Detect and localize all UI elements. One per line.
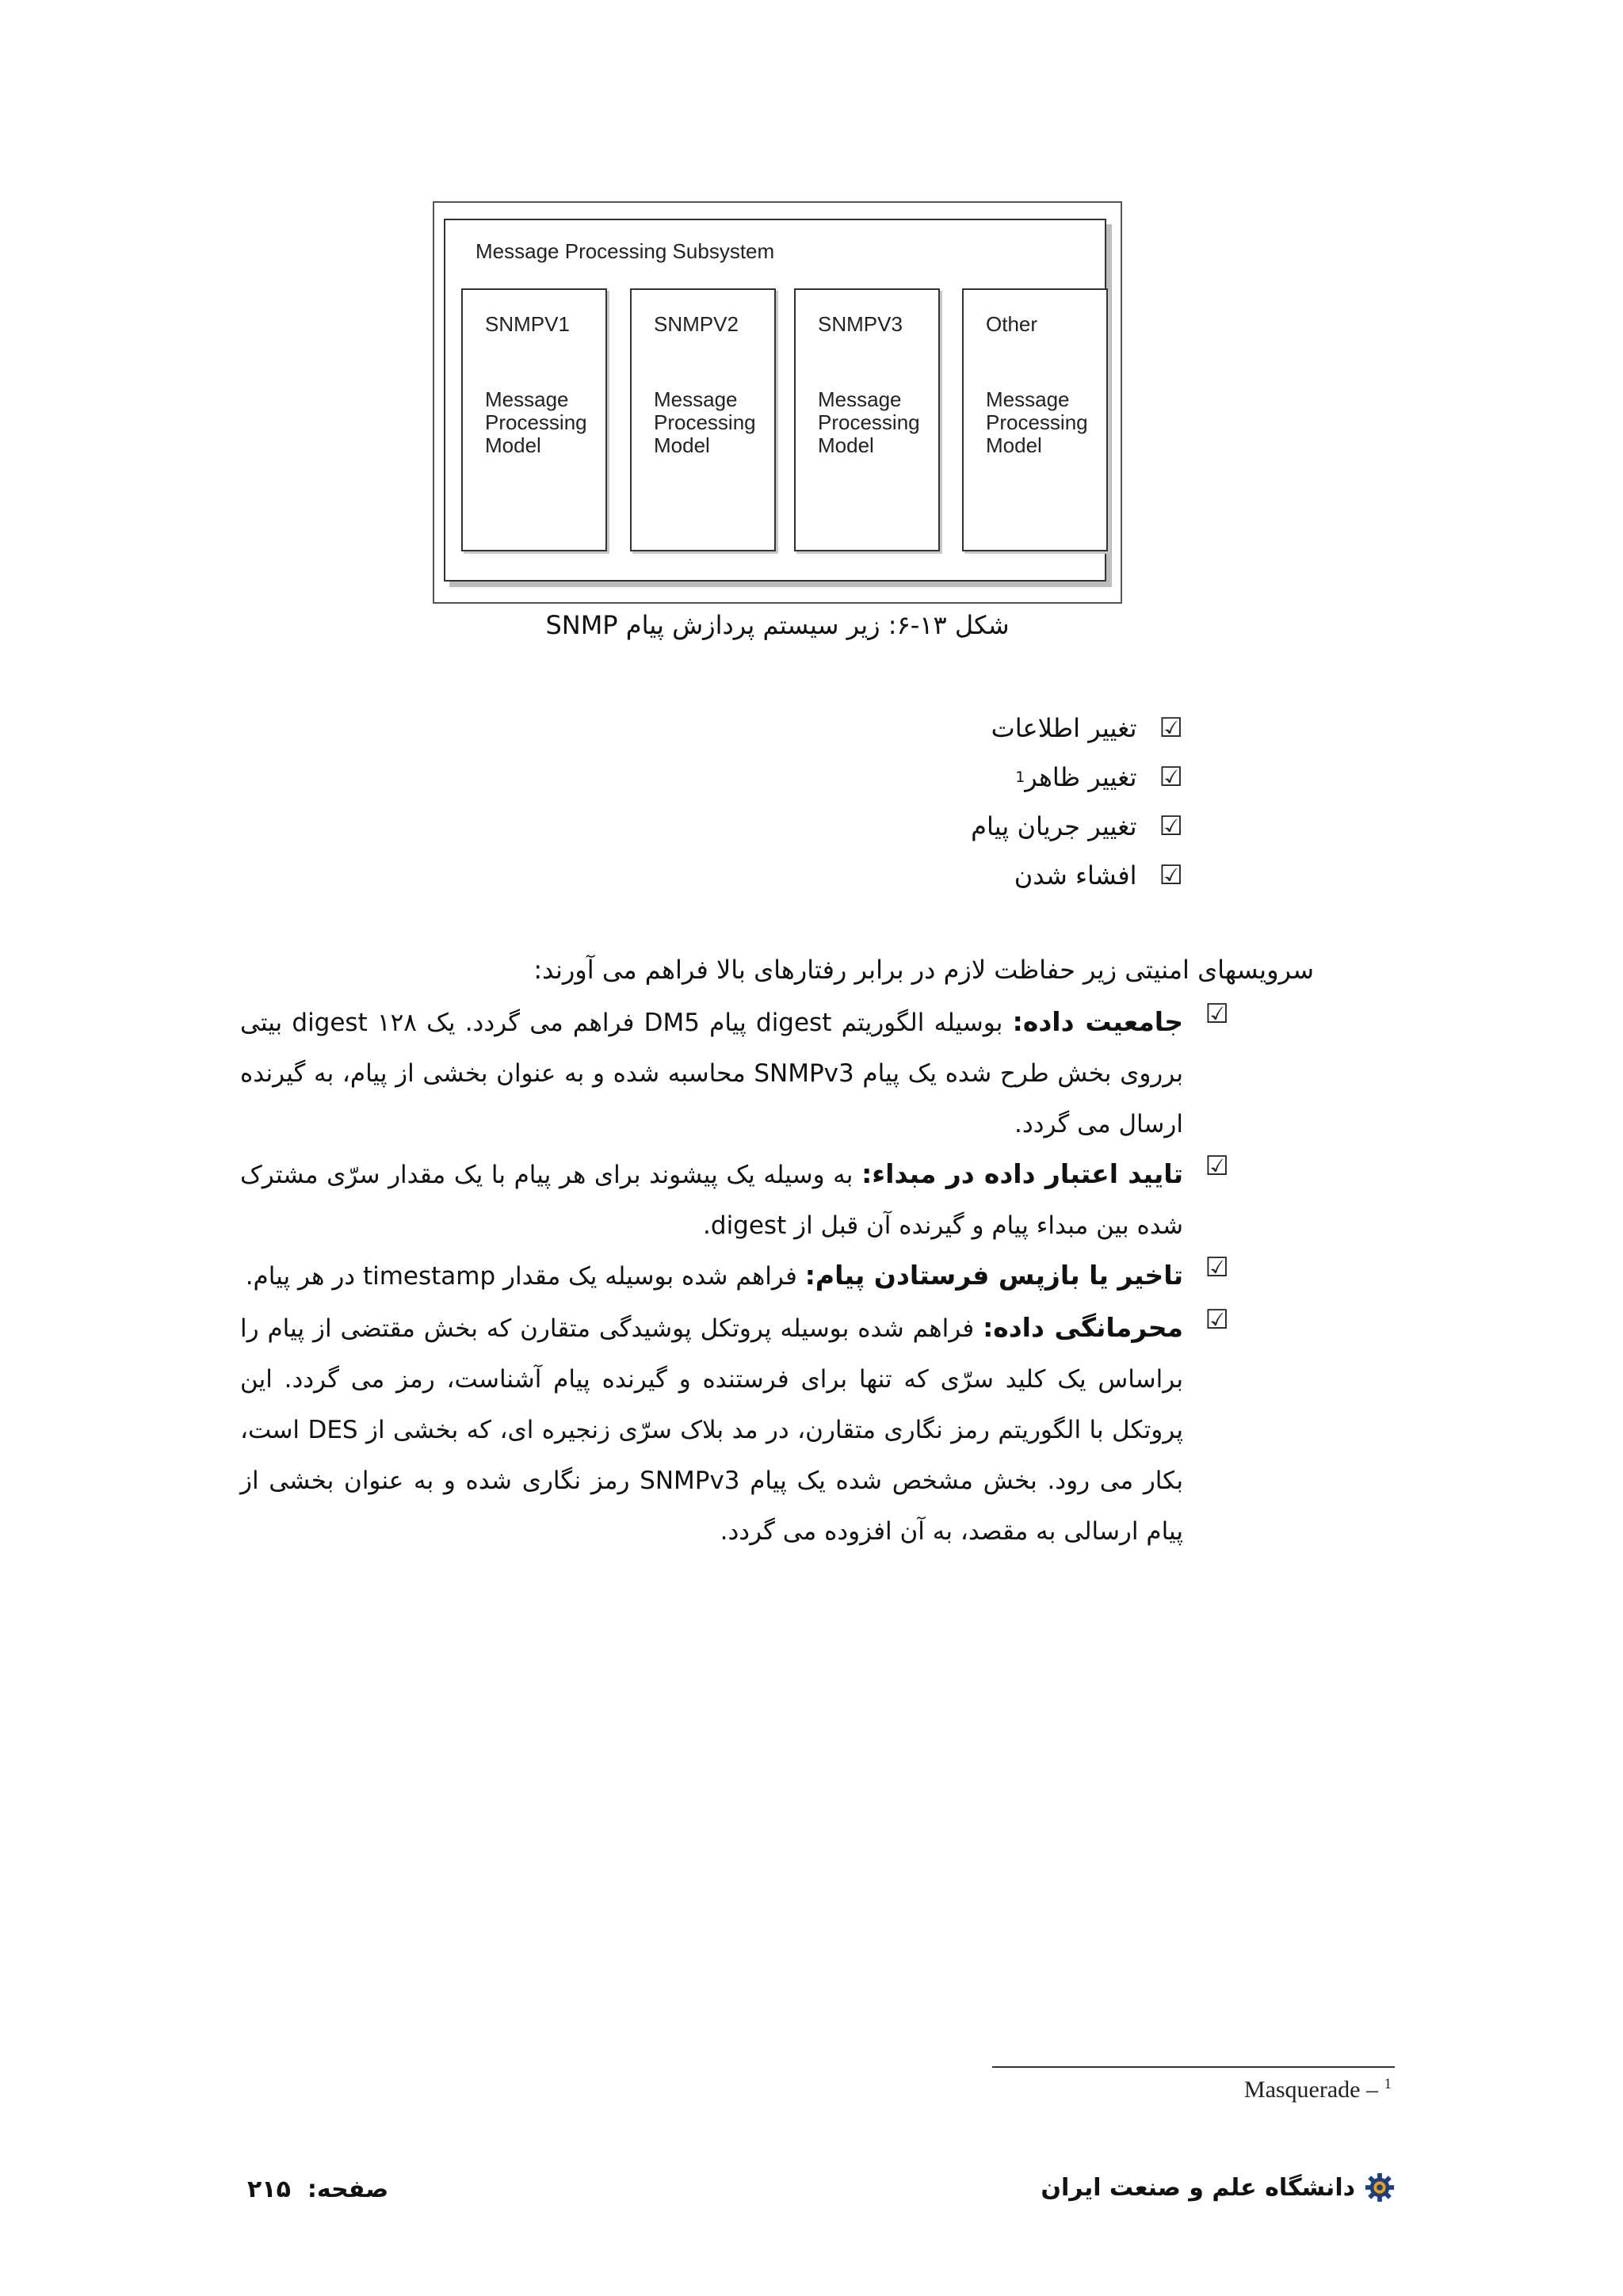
checkbox-icon: ☑ <box>1159 712 1183 744</box>
footer-university <box>1041 2172 1395 2203</box>
page-label: صفحه: <box>307 2176 389 2203</box>
model-name: SNMPV2 <box>654 312 739 336</box>
service-description: فراهم شده بوسیله پروتکل پوشیدگی متقارن که بخش مقتضی از پیام را براساس یک کلید سرّی که تنها برای فرستنده و گیرنده پیام آشناست، رمز می گردد. این پروتکل با الگوریتم رمز نگاری متقارن، در مد بلاک سرّی زنجیره ای، که بخشی از DES است، بکار می رود. بخش مشخص شده یک پیام SNMPv3 رمز نگاری شده و به عنوان بخشی از پیام ارسالی به مقصد، به آن افزوده می گردد. <box>240 1314 1183 1546</box>
model-description: Message Processing Model <box>654 387 756 457</box>
footnote-separator <box>992 2066 1395 2068</box>
services-intro: سرویسهای امنیتی زیر حفاظت لازم در برابر رفتارهای بالا فراهم می آورند: <box>533 955 1314 985</box>
model-name: SNMPV1 <box>485 312 570 336</box>
service-term: تایید اعتبار داده در مبداء: <box>861 1158 1183 1189</box>
service-item-data-integrity <box>240 997 1229 1150</box>
model-description: Message Processing Model <box>986 387 1088 457</box>
service-item-replay-protection <box>240 1250 1229 1302</box>
service-description: فراهم شده بوسیله یک مقدار timestamp در هر پیام. <box>245 1262 805 1291</box>
university-emblem-icon <box>1365 2172 1395 2203</box>
model-box-snmpv1 <box>461 288 607 551</box>
subsystem-title: Message Processing Subsystem <box>475 239 775 263</box>
threat-list <box>971 704 1183 900</box>
checkbox-icon: ☑ <box>1159 810 1183 842</box>
footnote-number: 1 <box>1384 2076 1392 2092</box>
footnote <box>1244 2076 1392 2103</box>
checkbox-icon: ☑ <box>1205 1304 1229 1336</box>
threat-text: افشاء شدن <box>1014 860 1137 891</box>
service-item-data-confidentiality <box>240 1302 1229 1557</box>
model-name: Other <box>986 312 1038 336</box>
page-number-value: ۲۱۵ <box>247 2176 291 2203</box>
threat-text: تغییر اطلاعات <box>991 713 1137 743</box>
threat-text: تغییر ظاهر <box>1025 762 1137 792</box>
service-term: محرمانگی داده: <box>983 1312 1184 1343</box>
model-name: SNMPV3 <box>818 312 903 336</box>
model-description: Message Processing Model <box>485 387 587 457</box>
model-box-snmpv2 <box>630 288 776 551</box>
list-item <box>971 704 1183 753</box>
service-description: بوسیله الگوریتم digest پیام DM5 فراهم می گردد. یک digest ۱۲۸ بیتی برروی بخش طرح شده یک پیام SNMPv3 محاسبه شده و به عنوان بخشی از پیام، به گیرنده ارسال می گردد. <box>240 1009 1184 1138</box>
university-name: دانشگاه علم و صنعت ایران <box>1041 2173 1355 2202</box>
checkbox-icon: ☑ <box>1205 1252 1229 1283</box>
message-processing-subsystem-diagram <box>444 219 1106 582</box>
service-term: تاخیر یا بازپس فرستادن پیام: <box>804 1260 1183 1291</box>
service-item-origin-authentication <box>240 1149 1229 1251</box>
checkbox-icon: ☑ <box>1159 860 1183 891</box>
footnote-text: Masquerade – <box>1243 2077 1378 2103</box>
model-box-snmpv3 <box>794 288 940 551</box>
list-item: ☑ تغییر ظاهر 1 <box>1015 761 1183 793</box>
threat-text: تغییر جریان پیام <box>971 811 1137 841</box>
list-item <box>971 851 1183 900</box>
list-item <box>971 802 1183 851</box>
model-box-other <box>962 288 1108 551</box>
service-description: به وسیله یک پیشوند برای هر پیام با یک مقدار سرّی مشترک شده بین مبداء پیام و گیرنده آن قبل از digest. <box>240 1161 1183 1240</box>
page-number <box>247 2176 388 2203</box>
checkbox-icon: ☑ <box>1205 1150 1229 1182</box>
figure-caption: شکل ۱۳-۶: زیر سیستم پردازش پیام SNMP <box>545 610 1010 640</box>
checkbox-icon: ☑ <box>1205 998 1229 1030</box>
model-description: Message Processing Model <box>818 387 920 457</box>
checkbox-icon: ☑ <box>1159 761 1183 793</box>
service-term: جامعیت داده: <box>1012 1006 1183 1037</box>
